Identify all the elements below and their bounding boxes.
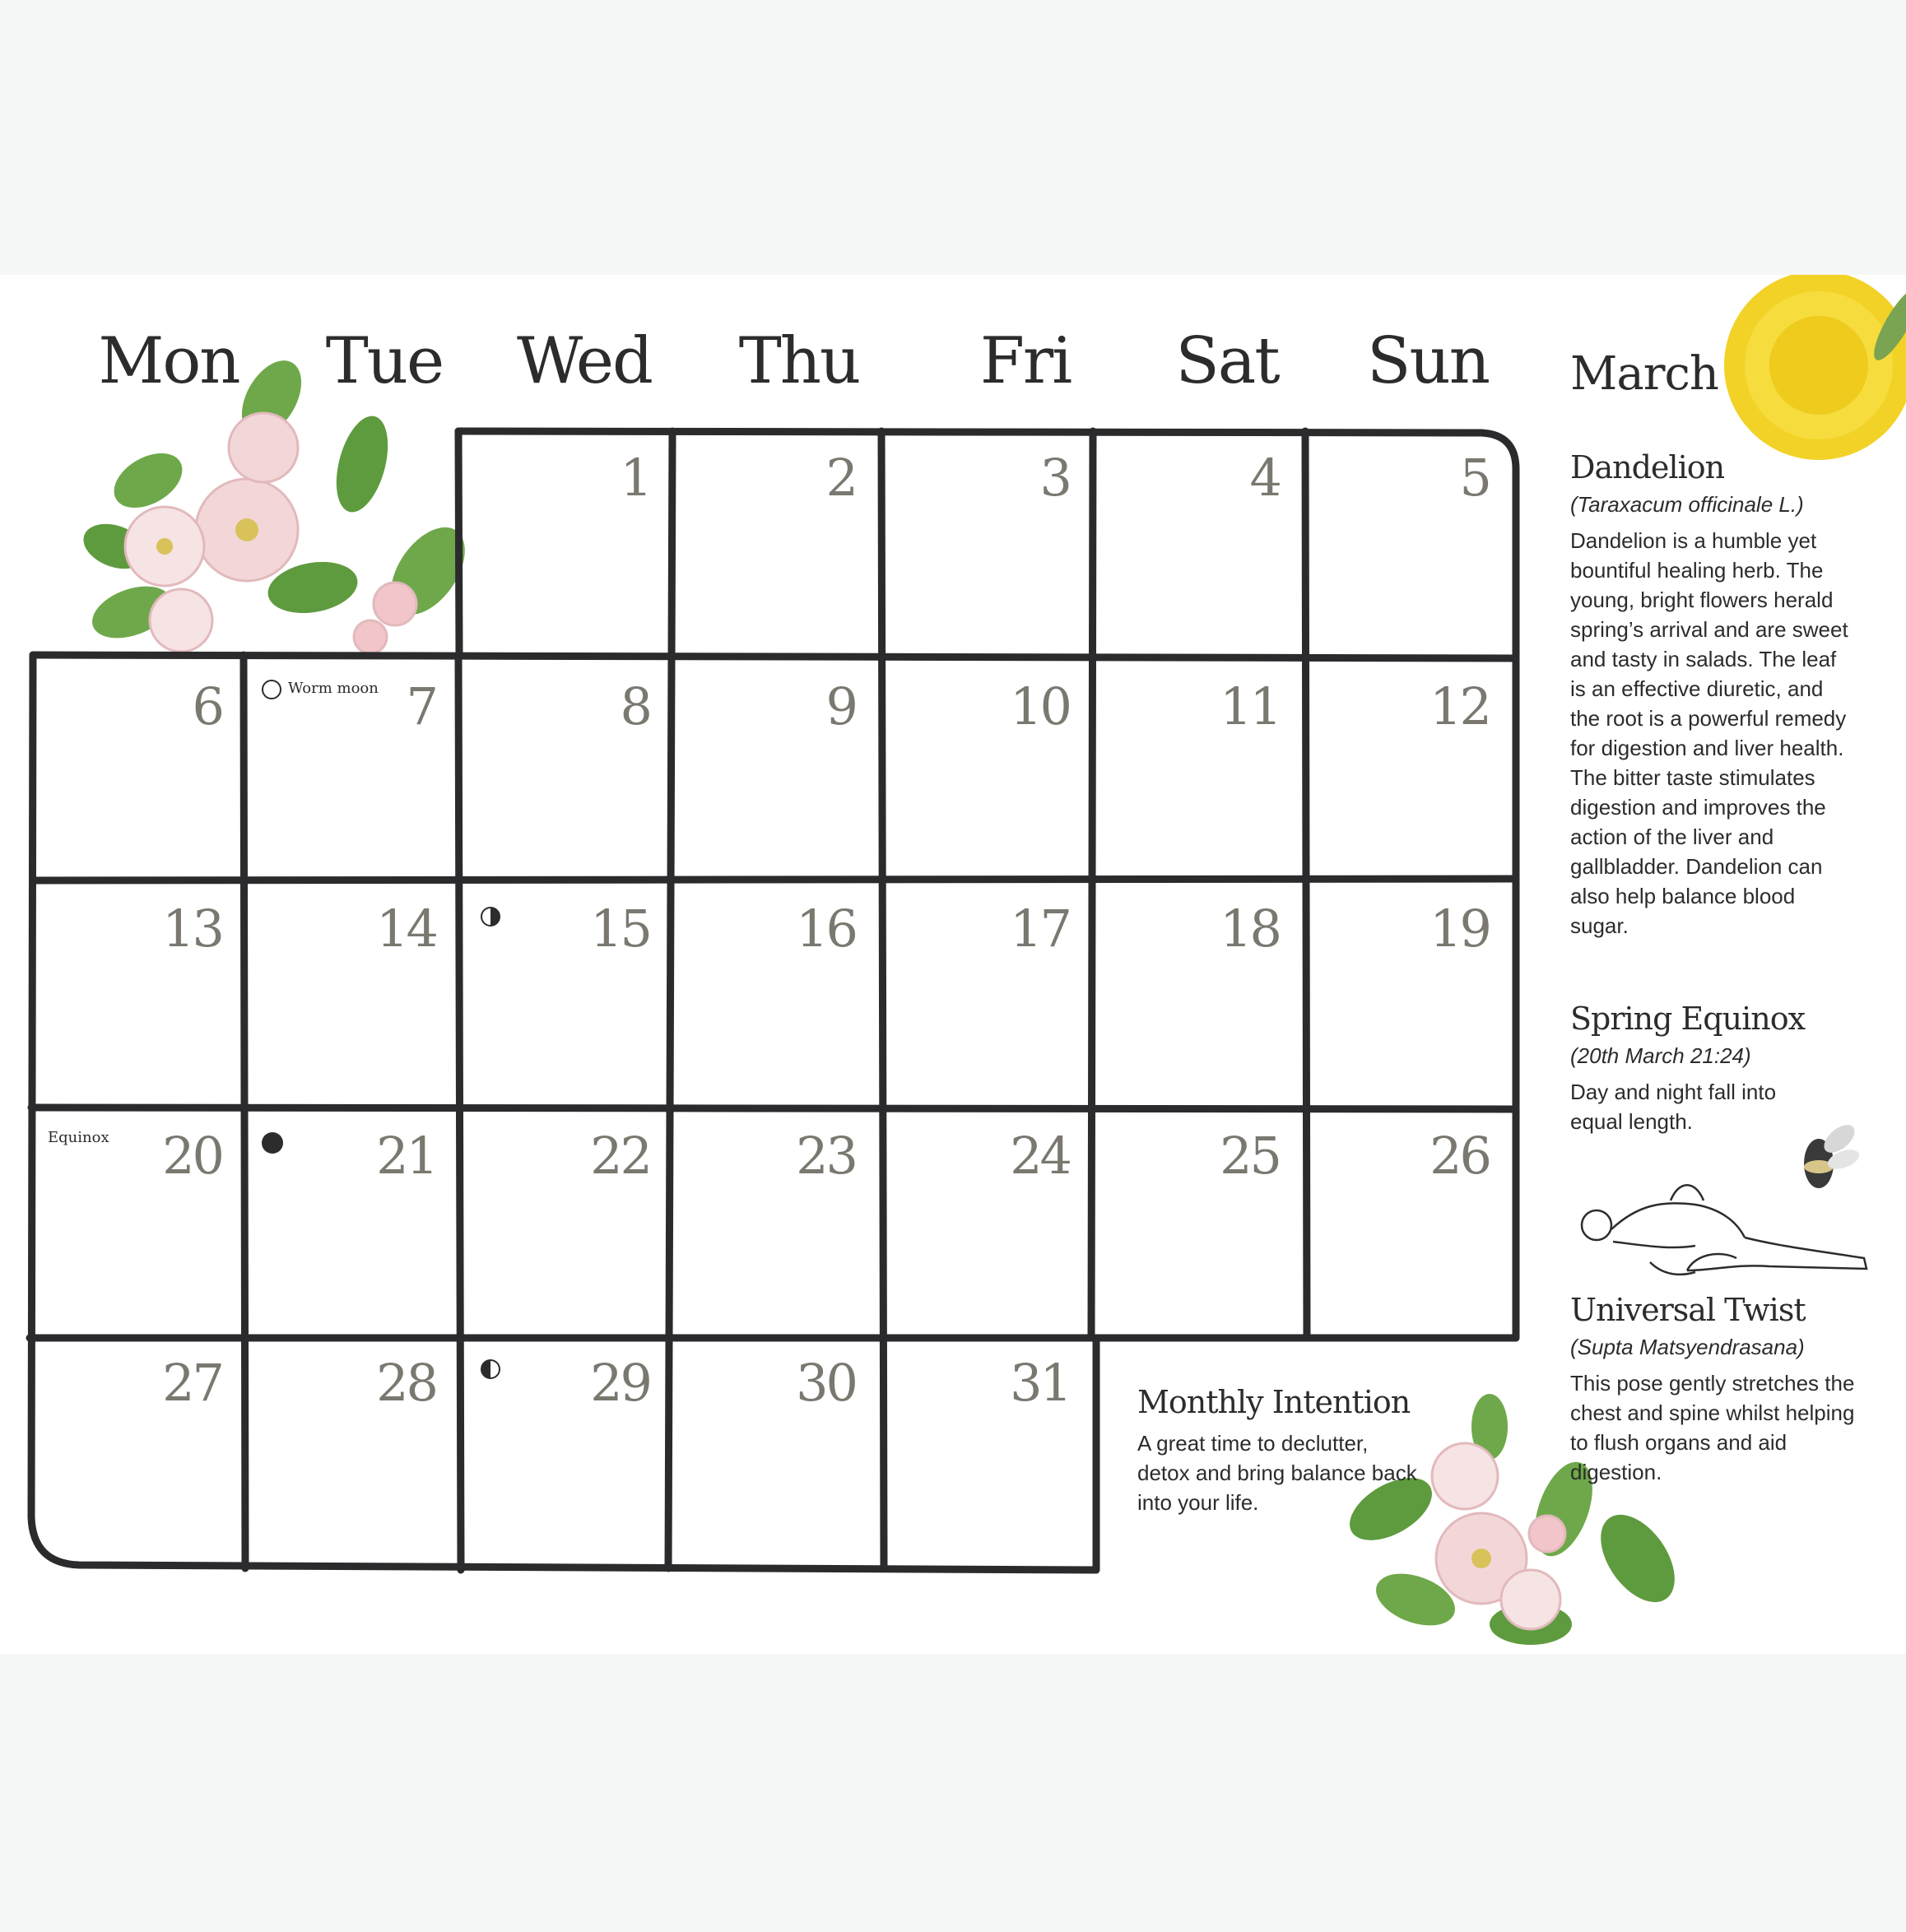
day-1[interactable]: 1 — [620, 448, 650, 508]
day-13[interactable]: 13 — [162, 899, 222, 959]
day-6[interactable]: 6 — [192, 676, 222, 736]
day-2[interactable]: 2 — [825, 448, 856, 508]
day-20[interactable]: 20 — [162, 1126, 222, 1186]
twist-latin: (Supta Matsyendrasana) — [1570, 1335, 1805, 1359]
intention-body: A great time to declutter, detox and bring balance back into your life. — [1137, 1431, 1417, 1515]
dandelion-body: Dandelion is a humble yet bountiful healing herb. The young, bright flowers herald spring’s arrival and are sweet and tasty in salads. The leaf is an effective diuretic, and the root is a powerful remedy for digestion and liver health. The bitter taste stimulates digestion and improves the action of the liver and gallbladder. Dandelion can also help balance blood sugar. — [1570, 528, 1848, 938]
day-18[interactable]: 18 — [1220, 899, 1280, 959]
weekday-sat: Sat — [1175, 324, 1279, 398]
day-21[interactable]: 21 — [376, 1126, 436, 1186]
yoga-pose-illustration — [1582, 1185, 1866, 1275]
day-9[interactable]: 9 — [825, 676, 856, 736]
day-25[interactable]: 25 — [1220, 1126, 1280, 1186]
monthly-intention — [1137, 1384, 1417, 1517]
day-17[interactable]: 17 — [1010, 899, 1070, 959]
twist-section — [1570, 1292, 1858, 1487]
day-22[interactable]: 22 — [590, 1126, 650, 1186]
weekday-fri: Fri — [979, 324, 1072, 398]
day-31[interactable]: 31 — [1010, 1353, 1070, 1413]
equinox-title: Spring Equinox — [1570, 1001, 1806, 1037]
month-title: March — [1570, 347, 1718, 401]
worm-moon-note: Worm moon — [288, 680, 379, 697]
day-28[interactable]: 28 — [376, 1353, 436, 1413]
day-27[interactable]: 27 — [162, 1353, 222, 1413]
weekday-tue: Tue — [325, 324, 444, 398]
equinox-date: (20th March 21:24) — [1570, 1043, 1751, 1068]
day-19[interactable]: 19 — [1430, 899, 1490, 959]
day-23[interactable]: 23 — [796, 1126, 856, 1186]
day-26[interactable]: 26 — [1430, 1126, 1490, 1186]
calendar-page — [0, 275, 1906, 1654]
full-moon-icon — [260, 678, 283, 701]
last-quarter-moon-icon — [479, 1358, 502, 1381]
intention-title: Monthly Intention — [1137, 1384, 1411, 1420]
weekday-mon: Mon — [98, 324, 239, 398]
day-10[interactable]: 10 — [1010, 676, 1070, 736]
dandelion-title: Dandelion — [1570, 449, 1725, 485]
dandelion-section — [1570, 449, 1850, 940]
twist-title: Universal Twist — [1570, 1292, 1806, 1328]
dandelion-illustration — [1724, 275, 1906, 460]
day-29[interactable]: 29 — [590, 1353, 650, 1413]
weekday-wed: Wed — [517, 324, 652, 398]
day-7[interactable]: 7 — [406, 676, 436, 736]
equinox-note: Equinox — [48, 1129, 109, 1146]
new-moon-icon — [260, 1131, 285, 1155]
first-quarter-moon-icon — [479, 905, 502, 928]
day-12[interactable]: 12 — [1430, 676, 1490, 736]
day-16[interactable]: 16 — [796, 899, 856, 959]
day-5[interactable]: 5 — [1459, 448, 1490, 508]
apple-blossom-illustration — [77, 351, 480, 653]
day-24[interactable]: 24 — [1010, 1126, 1070, 1186]
twist-body: This pose gently stretches the chest and spine whilst helping to flush organs and aid digestion. — [1570, 1371, 1855, 1484]
day-3[interactable]: 3 — [1039, 448, 1070, 508]
day-4[interactable]: 4 — [1249, 448, 1280, 508]
weekday-thu: Thu — [738, 324, 860, 398]
dandelion-latin: (Taraxacum officinale L.) — [1570, 492, 1804, 517]
day-11[interactable]: 11 — [1220, 676, 1280, 736]
weekday-sun: Sun — [1367, 324, 1489, 398]
equinox-section — [1570, 1001, 1817, 1136]
day-14[interactable]: 14 — [376, 899, 436, 959]
day-30[interactable]: 30 — [796, 1353, 856, 1413]
day-8[interactable]: 8 — [620, 676, 650, 736]
day-15[interactable]: 15 — [590, 899, 650, 959]
equinox-body: Day and night fall into equal length. — [1570, 1080, 1777, 1134]
